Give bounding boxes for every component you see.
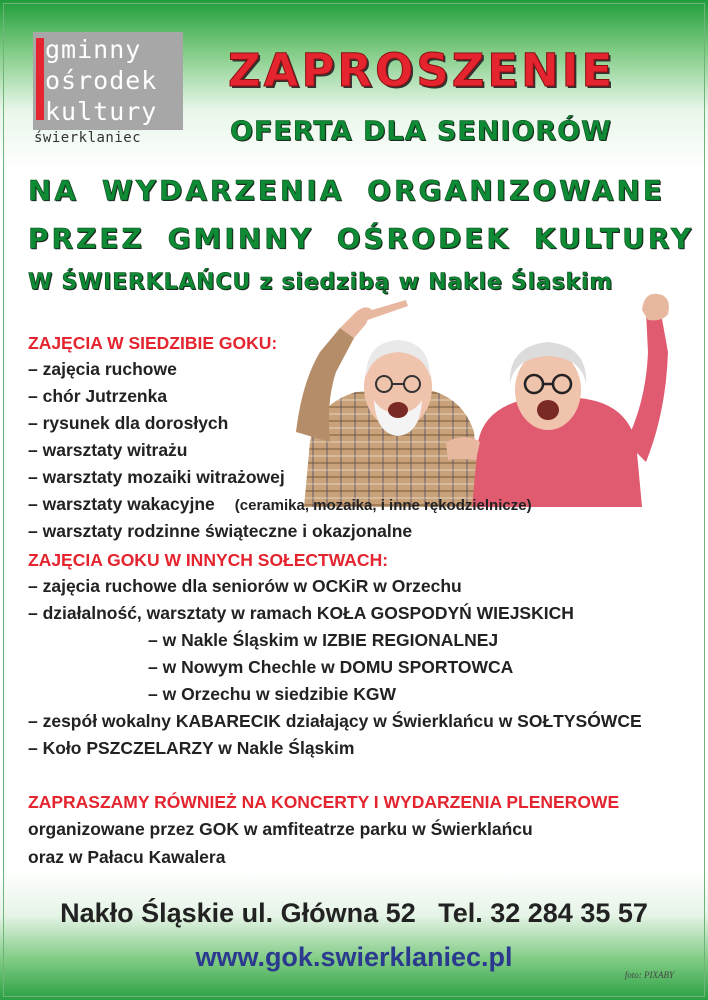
spacer (28, 762, 698, 789)
headline-line-2: PRZEZ GMINNY OŚRODEK KULTURY (28, 222, 695, 255)
list-item: – warsztaty mozaiki witrażowej (28, 467, 285, 487)
logo-town: świerklaniec (34, 130, 142, 146)
address: Nakło Śląskie ul. Główna 52 (60, 898, 416, 928)
logo-grey-block (33, 32, 183, 130)
phone: Tel. 32 284 35 57 (438, 898, 648, 928)
list-item: – Koło PSZCZELARZY w Nakle Śląskim (28, 738, 355, 758)
logo-red-bar (36, 38, 44, 120)
invite-line-1: organizowane przez GOK w amfiteatrze parku w Świerklańcu (28, 819, 533, 839)
contact-line (0, 898, 708, 929)
invite-line-2: oraz w Pałacu Kawalera (28, 847, 226, 867)
list-item-note: (ceramika, mozaika, i inne rękodzielnicze) (234, 497, 532, 514)
website: www.gok.swierklaniec.pl (195, 942, 513, 972)
logo-line-3: kultury (45, 97, 158, 126)
headline-line-3: W ŚWIERKLAŃCU z siedzibą w Nakle Ślaskim (28, 270, 614, 295)
section-heading-solectwa: ZAJĘCIA GOKU W INNYCH SOŁECTWACH: (28, 550, 389, 570)
list-subitem: – w Nakle Śląskim w IZBIE REGIONALNEJ (148, 630, 499, 650)
event-lists (28, 330, 698, 871)
poster-subtitle: OFERTA DLA SENIORÓW (230, 116, 612, 147)
list-item-label: – warsztaty wakacyjne (28, 494, 215, 514)
gok-logo (28, 30, 182, 148)
logo-line-2: ośrodek (45, 66, 158, 95)
list-item: – działalność, warsztaty w ramach KOŁA GOSPODYŃ WIEJSKICH (28, 603, 574, 623)
list-item: – zajęcia ruchowe (28, 359, 177, 379)
list-item-wakacyjne (28, 491, 698, 518)
list-item: – warsztaty rodzinne świąteczne i okazjonalne (28, 521, 413, 541)
photo-credit: foto: PIXABY (624, 970, 674, 980)
list-item: – rysunek dla dorosłych (28, 413, 229, 433)
list-item: – zajęcia ruchowe dla seniorów w OCKiR w Orzechu (28, 576, 462, 596)
list-item: – zespół wokalny KABARECIK działający w Świerklańcu w SOŁTYSÓWCE (28, 711, 642, 731)
list-item: – chór Jutrzenka (28, 386, 168, 406)
section-heading-goku: ZAJĘCIA W SIEDZIBIE GOKU: (28, 333, 278, 353)
logo-line-1: gminny (45, 35, 142, 64)
list-subitem: – w Orzechu w siedzibie KGW (148, 684, 396, 704)
list-subitem: – w Nowym Chechle w DOMU SPORTOWCA (148, 657, 514, 677)
list-item: – warsztaty witrażu (28, 440, 188, 460)
logo-wordmark (45, 34, 157, 127)
headline-line-1: NA WYDARZENIA ORGANIZOWANE (28, 174, 666, 207)
poster-title: ZAPROSZENIE (228, 44, 616, 97)
invite-heading: ZAPRASZAMY RÓWNIEŻ NA KONCERTY I WYDARZENIA PLENEROWE (28, 792, 620, 812)
